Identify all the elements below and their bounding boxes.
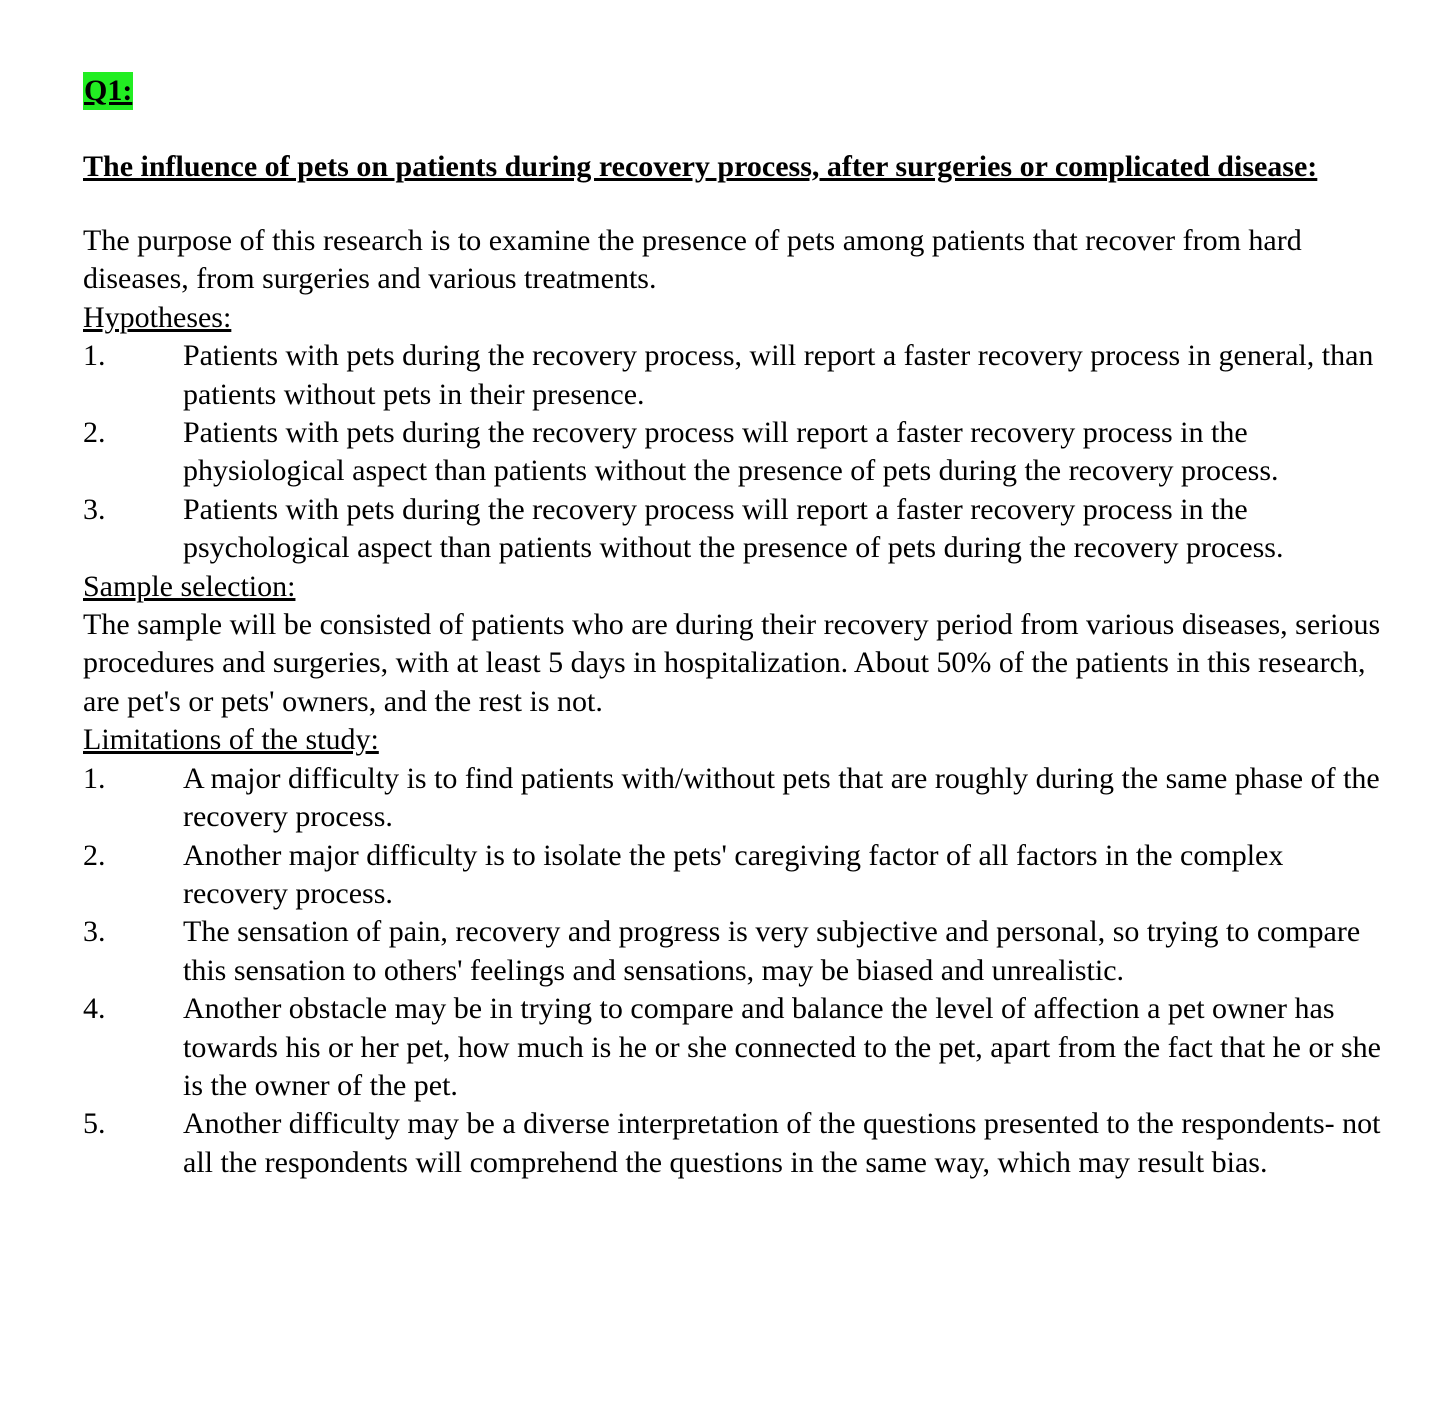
limitations-heading: Limitations of the study: — [83, 723, 379, 757]
list-item-text: Patients with pets during the recovery process will report a faster recovery process in the psychological aspect than patients without the presence of pets during the recovery process. — [183, 492, 1284, 565]
hypotheses-heading: Hypotheses: — [83, 300, 232, 334]
hypothesis-item — [83, 491, 1383, 568]
limitation-item — [83, 837, 1383, 914]
list-item-text: Another difficulty may be a diverse interpretation of the questions presented to the respondents- not all the respondents will comprehend the questions in the same way, which may result bias. — [183, 1107, 1381, 1179]
list-item-text: Patients with pets during the recovery process, will report a faster recovery process in general, than patients without pets in their presence. — [183, 339, 1374, 411]
list-item-text: Another obstacle may be in trying to compare and balance the level of affection a pet owner has towards his or her pet, how much is he or she connected to the pet, apart from the fact that he or she is the owner of the pet. — [183, 992, 1381, 1102]
list-number: 3. — [83, 915, 106, 949]
list-number: 4. — [83, 992, 106, 1026]
list-number: 5. — [83, 1107, 106, 1141]
sample-selection-heading: Sample selection: — [83, 569, 296, 603]
document-page — [83, 72, 1383, 1182]
sample-selection-paragraph: The sample will be consisted of patients who are during their recovery period from various diseases, serious procedures and surgeries, with at least 5 days in hospitalization. About 50% of the patients in this research, are pet's or pets' owners, and the rest is not. — [83, 608, 1381, 718]
limitations-list — [83, 760, 1383, 1182]
limitation-item — [83, 1105, 1383, 1182]
list-number: 2. — [83, 838, 106, 872]
limitation-item — [83, 760, 1383, 837]
hypothesis-item — [83, 414, 1383, 491]
list-number: 1. — [83, 339, 106, 373]
list-item-text: Patients with pets during the recovery process will report a faster recovery process in the physiological aspect than patients without the presence of pets during the recovery process. — [183, 416, 1279, 488]
document-title: The influence of pets on patients during recovery process, after surgeries or complicated disease: — [83, 150, 1318, 183]
list-number: 1. — [83, 761, 106, 795]
list-item-text: A major difficulty is to find patients with/without pets that are roughly during the same phase of the recovery process. — [183, 761, 1380, 834]
question-label: Q1: — [83, 72, 133, 110]
purpose-paragraph: The purpose of this research is to examine the presence of pets among patients that recover from hard diseases, from surgeries and various treatments. — [83, 224, 1302, 296]
list-number: 2. — [83, 416, 106, 450]
hypotheses-list — [83, 337, 1383, 567]
list-item-text: The sensation of pain, recovery and progress is very subjective and personal, so trying to compare this sensation to others' feelings and sensations, may be biased and unrealistic. — [183, 915, 1361, 987]
limitation-item — [83, 913, 1383, 990]
list-item-text: Another major difficulty is to isolate the pets' caregiving factor of all factors in the complex recovery process. — [183, 838, 1284, 910]
limitation-item — [83, 990, 1383, 1105]
list-number: 3. — [83, 492, 106, 526]
hypothesis-item — [83, 337, 1383, 414]
